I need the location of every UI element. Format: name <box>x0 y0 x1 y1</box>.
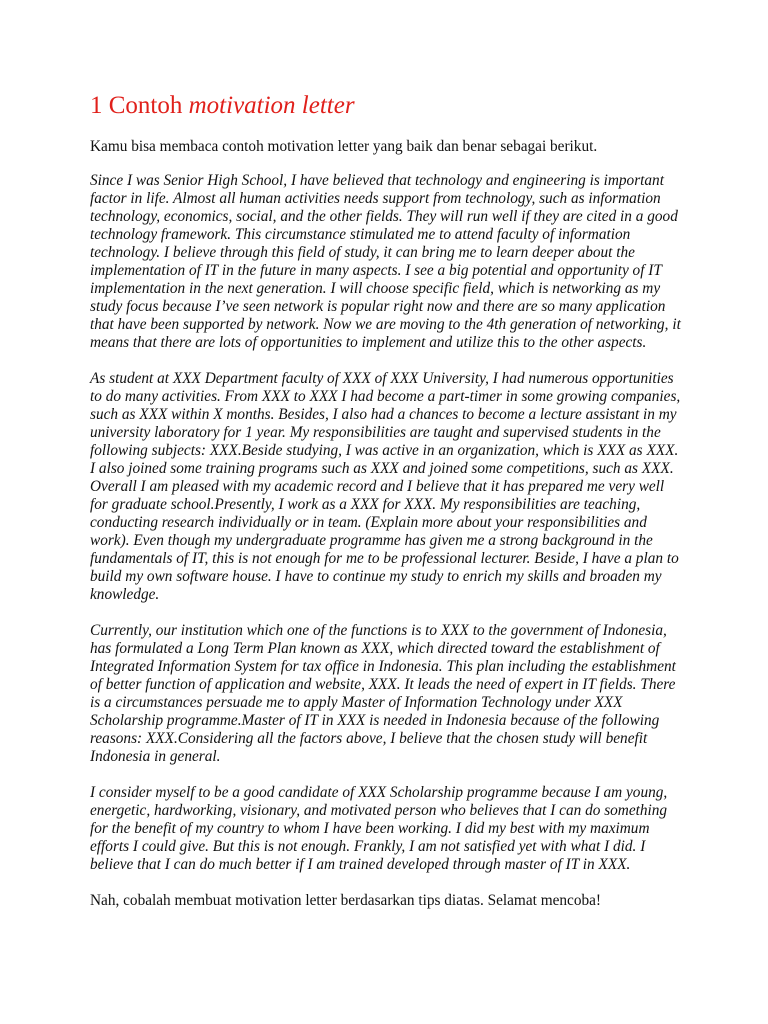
paragraph-line: of better function of application and website, XXX. It leads the need of expert in IT fields. There <box>90 676 676 693</box>
paragraph-line: work). Even though my undergraduate programme has given me a strong background in the <box>90 532 653 549</box>
paragraph-line: Indonesia in general. <box>90 748 221 765</box>
paragraph-line: has formulated a Long Term Plan known as XXX, which directed toward the establishment of <box>90 640 660 657</box>
paragraph-line: Scholarship programme.Master of IT in XXX is needed in Indonesia because of the following <box>90 712 660 729</box>
paragraph-line: conducting research individually or in team. (Explain more about your responsibilities and <box>90 514 647 531</box>
paragraph-line: knowledge. <box>90 586 160 603</box>
paragraph-line: technology framework. This circumstance stimulated me to attend faculty of information <box>90 226 631 243</box>
paragraph-line: to do many activities. From XXX to XXX I had become a part-timer in some growing companies, <box>90 388 681 405</box>
paragraph-line: efforts I could give. But this is not enough. Frankly, I am not satisfied yet with what I did. I <box>90 838 646 855</box>
paragraph-line: implementation of IT in the future in many aspects. I see a big potential and opportunity of IT <box>90 262 662 279</box>
paragraph-line: believe that I can do much better if I am trained developed through master of IT in XXX. <box>90 856 631 873</box>
paragraph-line: As student at XXX Department faculty of XXX of XXX University, I had numerous opportunities <box>90 370 674 387</box>
paragraph-line: is a circumstances persuade me to apply Master of Information Technology under XXX <box>90 694 623 711</box>
paragraph-line: technology, economics, social, and the other fields. They will run well if they are cited in a good <box>90 208 678 225</box>
paragraph-line: reasons: XXX.Considering all the factors above, I believe that the chosen study will benefit <box>90 730 648 747</box>
paragraph-line: energetic, hardworking, visionary, and motivated person who believes that I can do something <box>90 802 668 819</box>
paragraph-line: for graduate school.Presently, I work as a XXX for XXX. My responsibilities are teaching, <box>90 496 641 513</box>
letter-body <box>90 172 682 874</box>
paragraph-line: I consider myself to be a good candidate of XXX Scholarship programme because I am young, <box>90 784 668 801</box>
paragraph-line: Currently, our institution which one of the functions is to XXX to the government of Indonesia, <box>90 622 667 639</box>
paragraph-line: build my own software house. I have to continue my study to enrich my skills and broaden my <box>90 568 662 585</box>
document-page <box>90 88 682 910</box>
closing-text: Nah, cobalah membuat motivation letter berdasarkan tips diatas. Selamat mencoba! <box>90 892 601 909</box>
paragraph-line: Integrated Information System for tax office in Indonesia. This plan including the establishment <box>90 658 676 675</box>
paragraph-line: Since I was Senior High School, I have believed that technology and engineering is important <box>90 172 664 189</box>
paragraph-line: following subjects: XXX.Beside studying, I was active in an organization, which is XXX as XXX. <box>90 442 679 459</box>
paragraph-line: study focus because I’ve seen network is popular right now and there are so many application <box>90 298 666 315</box>
intro-text: Kamu bisa membaca contoh motivation letter yang baik dan benar sebagai berikut. <box>90 138 598 155</box>
title-emphasis: motivation letter <box>188 92 355 119</box>
paragraph-line: university laboratory for 1 year. My responsibilities are taught and supervised students in the <box>90 424 661 441</box>
paragraph-line: such as XXX within X months. Besides, I also had a chances to become a lecture assistant in my <box>90 406 677 423</box>
letter-paragraph-4 <box>90 784 682 874</box>
letter-paragraph-1 <box>90 172 682 352</box>
paragraph-line: for the benefit of my country to whom I have been working. I did my best with my maximum <box>90 820 650 837</box>
paragraph-line: fundamentals of IT, this is not enough for me to be professional lecturer. Beside, I have a plan to <box>90 550 679 567</box>
page-title <box>90 88 682 124</box>
paragraph-line: Overall I am pleased with my academic record and I believe that it has prepared me very well <box>90 478 665 495</box>
paragraph-line: means that there are lots of opportunities to implement and utilize this to the other aspects. <box>90 334 647 351</box>
letter-paragraph-2 <box>90 370 682 604</box>
paragraph-line: I also joined some training programs such as XXX and joined some competitions, such as XXX. <box>90 460 674 477</box>
paragraph-line: technology. I believe through this field of study, it can bring me to learn deeper about the <box>90 244 635 261</box>
title-number: 1 Contoh <box>90 92 183 119</box>
letter-paragraph-3 <box>90 622 682 766</box>
paragraph-line: that have been supported by network. Now we are moving to the 4th generation of networking, it <box>90 316 681 333</box>
paragraph-line: implementation in the next generation. I will choose specific field, which is networking as my <box>90 280 661 297</box>
paragraph-line: factor in life. Almost all human activities needs support from technology, such as information <box>90 190 661 207</box>
